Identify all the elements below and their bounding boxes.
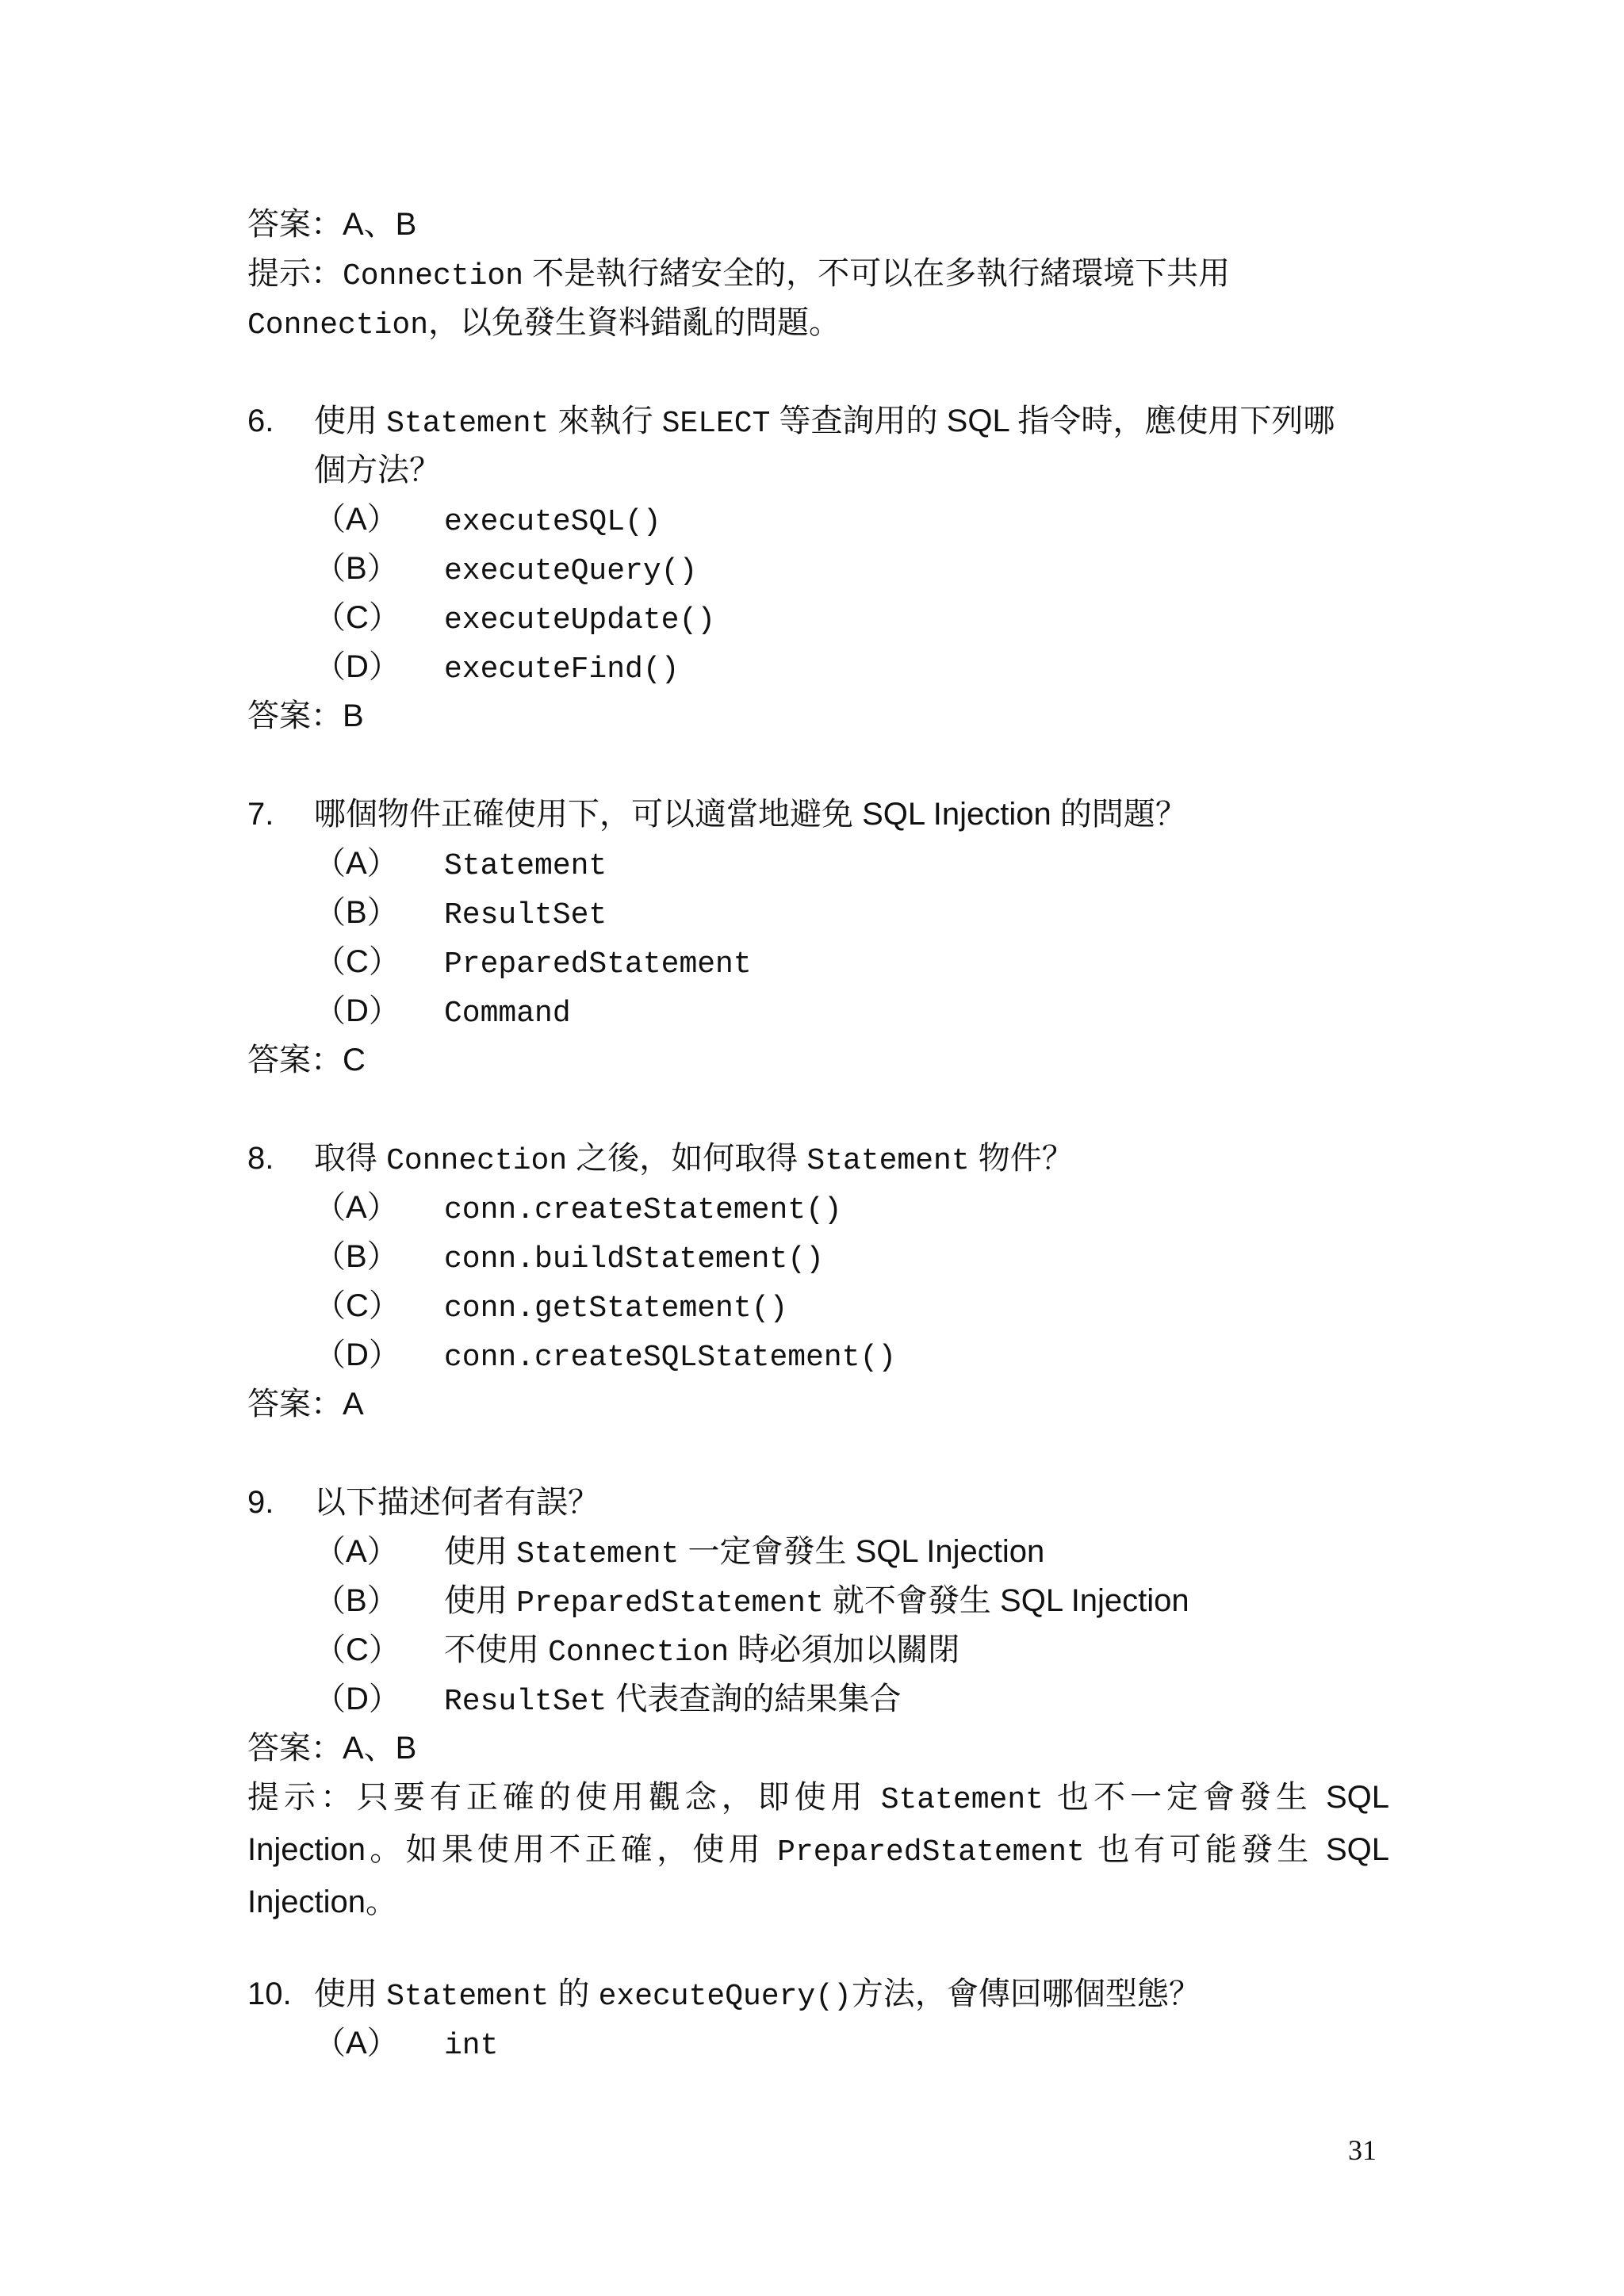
q7-option-b-text: ResultSet bbox=[444, 898, 607, 932]
answer-q6: 答案：B bbox=[247, 698, 364, 733]
q10-option-a-text: int bbox=[444, 2029, 499, 2063]
q8-option-d-label: （D） bbox=[314, 1337, 400, 1372]
answer-q5: 答案：A、B bbox=[247, 207, 417, 242]
question-6-line1: 使用 Statement 來執行 SELECT 等查詢用的 SQL 指令時，應使用下列哪 bbox=[314, 404, 1335, 441]
q8-option-a-text: conn.createStatement() bbox=[444, 1193, 842, 1227]
q9-option-c-text: 不使用 Connection 時必須加以關閉 bbox=[444, 1632, 960, 1670]
q6-option-d-text: executeFind() bbox=[444, 652, 680, 687]
q8-option-a-label: （A） bbox=[314, 1190, 399, 1225]
q10-option-a-label: （A） bbox=[314, 2026, 399, 2061]
q7-option-c-label: （C） bbox=[314, 944, 400, 979]
question-8-text: 取得 Connection 之後，如何取得 Statement 物件？ bbox=[314, 1141, 1074, 1178]
question-number-9: 9. bbox=[247, 1485, 274, 1520]
q6-option-d-label: （D） bbox=[314, 649, 400, 684]
hint-q5-line2: Connection，以免發生資料錯亂的問題。 bbox=[247, 305, 841, 342]
q9-option-c-label: （C） bbox=[314, 1632, 400, 1667]
q8-option-d-text: conn.createSQLStatement() bbox=[444, 1341, 897, 1375]
question-number-6: 6. bbox=[247, 404, 274, 438]
q9-option-b-text: 使用 PreparedStatement 就不會發生 SQL Injection bbox=[444, 1583, 1189, 1621]
q6-option-b-text: executeQuery() bbox=[444, 554, 698, 588]
hint-q5-line1: 提示：Connection 不是執行緒安全的，不可以在多執行緒環境下共用 bbox=[247, 256, 1231, 293]
hint-q9: 提示：只要有正確的使用觀念，即使用 Statement 也不一定會發生 SQL Injection。如果使用不正確，使用 PreparedStatement 也有可能發生 SQL Injection。 bbox=[247, 1780, 1389, 1919]
answer-q8: 答案：A bbox=[247, 1387, 364, 1422]
question-number-7: 7. bbox=[247, 797, 274, 832]
question-number-10: 10. bbox=[247, 1976, 292, 2011]
q7-option-d-label: （D） bbox=[314, 993, 400, 1028]
q7-option-d-text: Command bbox=[444, 997, 571, 1031]
answer-q7: 答案：C bbox=[247, 1043, 366, 1077]
question-number-8: 8. bbox=[247, 1141, 274, 1176]
q9-option-d-label: （D） bbox=[314, 1682, 400, 1716]
question-9-text: 以下描述何者有誤？ bbox=[314, 1485, 599, 1520]
q7-option-a-label: （A） bbox=[314, 846, 399, 881]
q8-option-b-label: （B） bbox=[314, 1239, 399, 1274]
q9-option-d-text: ResultSet 代表查詢的結果集合 bbox=[444, 1682, 902, 1719]
question-6-line2: 個方法？ bbox=[314, 453, 441, 488]
q9-option-b-label: （B） bbox=[314, 1583, 399, 1618]
answer-q9: 答案：A、B bbox=[247, 1731, 417, 1766]
question-10-text: 使用 Statement 的 executeQuery()方法，會傳回哪個型態？ bbox=[314, 1976, 1201, 2014]
q6-option-a-text: executeSQL() bbox=[444, 505, 661, 539]
q6-option-a-label: （A） bbox=[314, 502, 399, 537]
q7-option-b-label: （B） bbox=[314, 895, 399, 930]
q8-option-c-label: （C） bbox=[314, 1288, 400, 1323]
q6-option-b-label: （B） bbox=[314, 551, 399, 586]
q8-option-c-text: conn.getStatement() bbox=[444, 1292, 788, 1326]
q9-option-a-text: 使用 Statement 一定會發生 SQL Injection bbox=[444, 1534, 1045, 1571]
q7-option-c-text: PreparedStatement bbox=[444, 947, 752, 982]
q8-option-b-text: conn.buildStatement() bbox=[444, 1242, 824, 1276]
q7-option-a-text: Statement bbox=[444, 849, 607, 883]
q6-option-c-text: executeUpdate() bbox=[444, 603, 716, 637]
q6-option-c-label: （C） bbox=[314, 600, 400, 635]
page-number: 31 bbox=[1348, 2134, 1377, 2166]
question-7-text: 哪個物件正確使用下，可以適當地避免 SQL Injection 的問題？ bbox=[314, 797, 1187, 832]
q9-option-a-label: （A） bbox=[314, 1534, 399, 1569]
